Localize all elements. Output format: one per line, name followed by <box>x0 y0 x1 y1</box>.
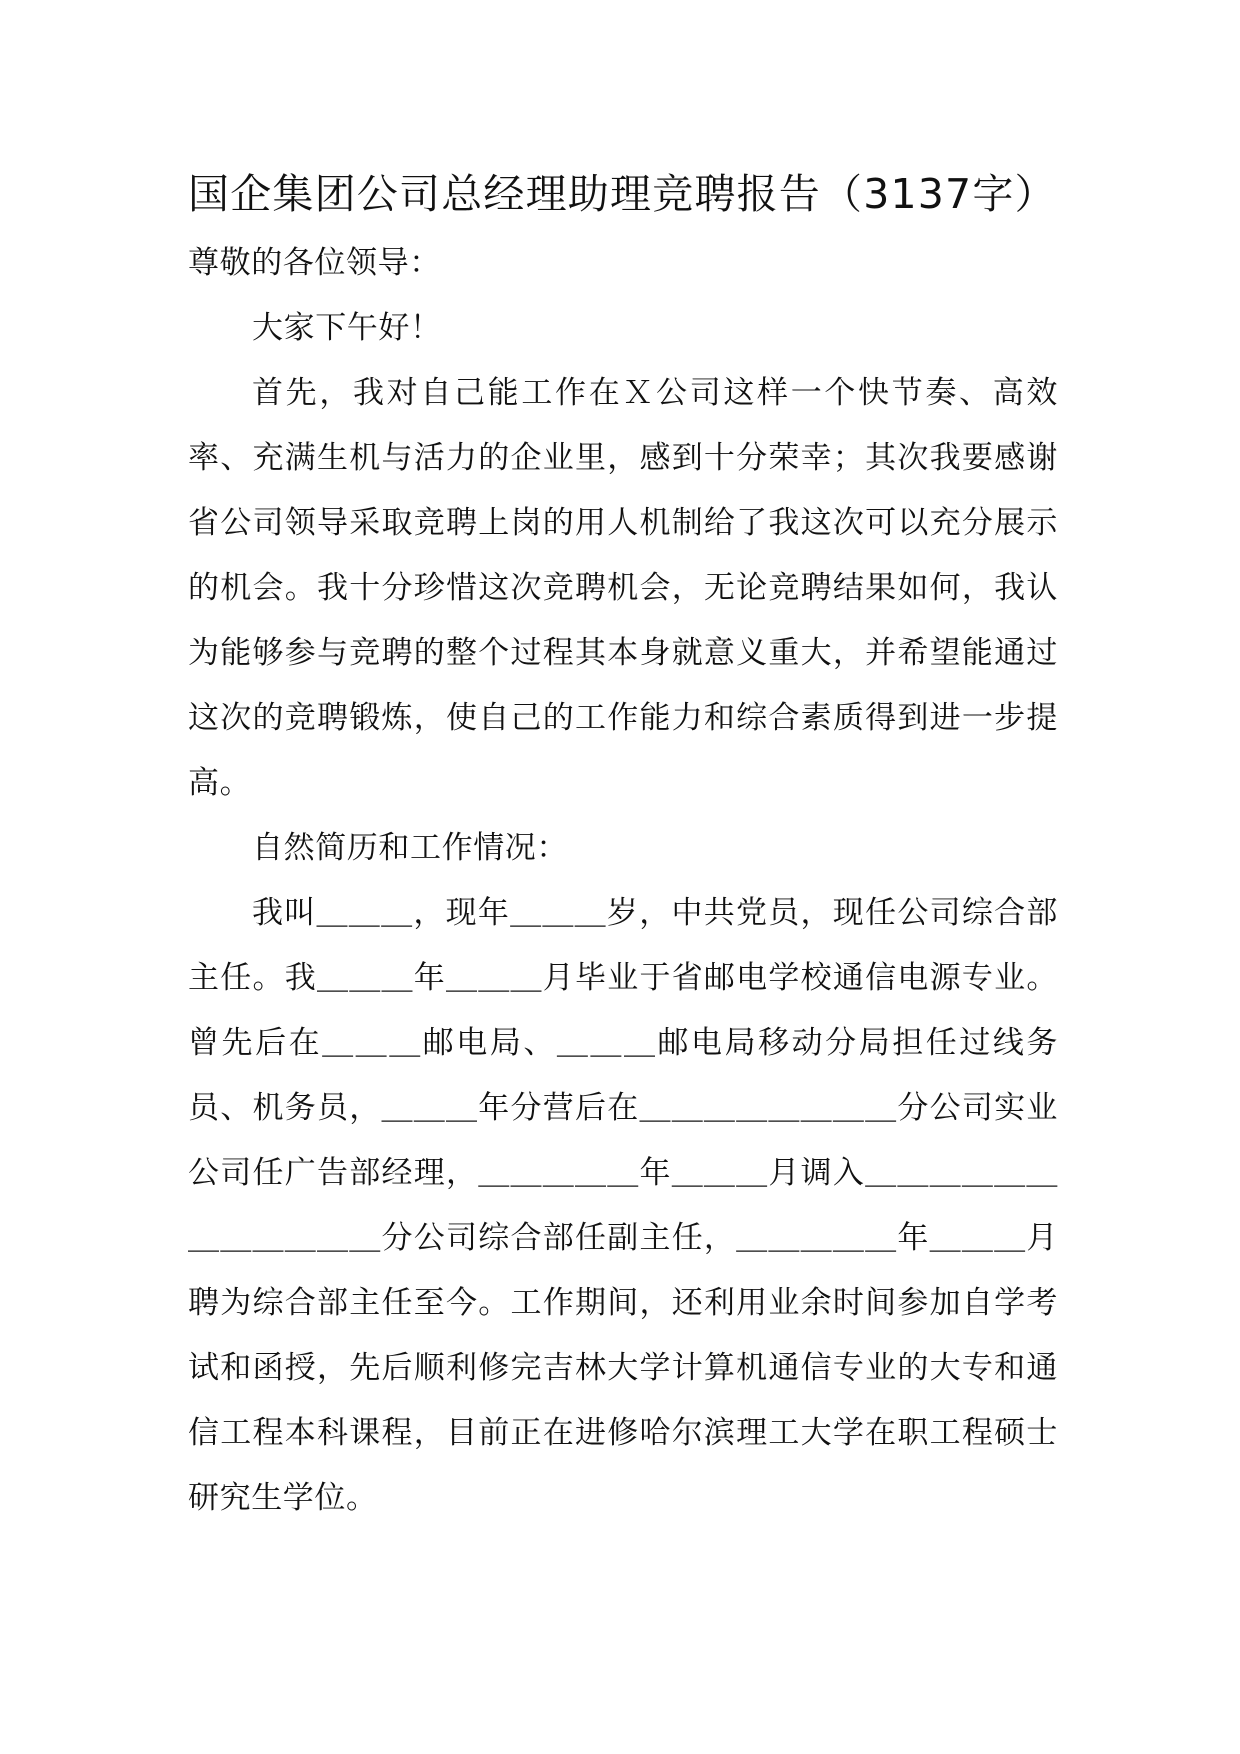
greeting-paragraph: 大家下午好！ <box>252 310 442 346</box>
document-body <box>188 165 1058 1531</box>
section-heading-resume: 自然简历和工作情况： <box>252 830 568 866</box>
resume-paragraph: 我叫＿＿＿，现年＿＿＿岁，中共党员，现任公司综合部主任。我＿＿＿年＿＿＿月毕业于省邮电学校通信电源专业。曾先后在＿＿＿邮电局、＿＿＿邮电局移动分局担任过线务员、机务员，＿＿＿年分营后在＿＿＿＿＿＿＿＿分公司实业公司任广告部经理，＿＿＿＿＿年＿＿＿月调入＿＿＿＿＿＿＿＿＿＿＿＿分公司综合部任副主任，＿＿＿＿＿年＿＿＿月聘为综合部主任至今。工作期间，还利用业余时间参加自学考试和函授，先后顺利修完吉林大学计算机通信专业的大专和通信工程本科课程，目前正在进修哈尔滨理工大学在职工程硕士研究生学位。 <box>188 895 1058 1516</box>
salutation: 尊敬的各位领导： <box>188 245 441 281</box>
intro-paragraph: 首先，我对自己能工作在Ｘ公司这样一个快节奏、高效率、充满生机与活力的企业里，感到十分荣幸；其次我要感谢省公司领导采取竞聘上岗的用人机制给了我这次可以充分展示的机会。我十分珍惜这次竞聘机会，无论竞聘结果如何，我认为能够参与竞聘的整个过程其本身就意义重大，并希望能通过这次的竞聘锻炼，使自己的工作能力和综合素质得到进一步提高。 <box>188 375 1058 801</box>
document-title: 国企集团公司总经理助理竞聘报告（3137字） <box>188 170 1057 218</box>
